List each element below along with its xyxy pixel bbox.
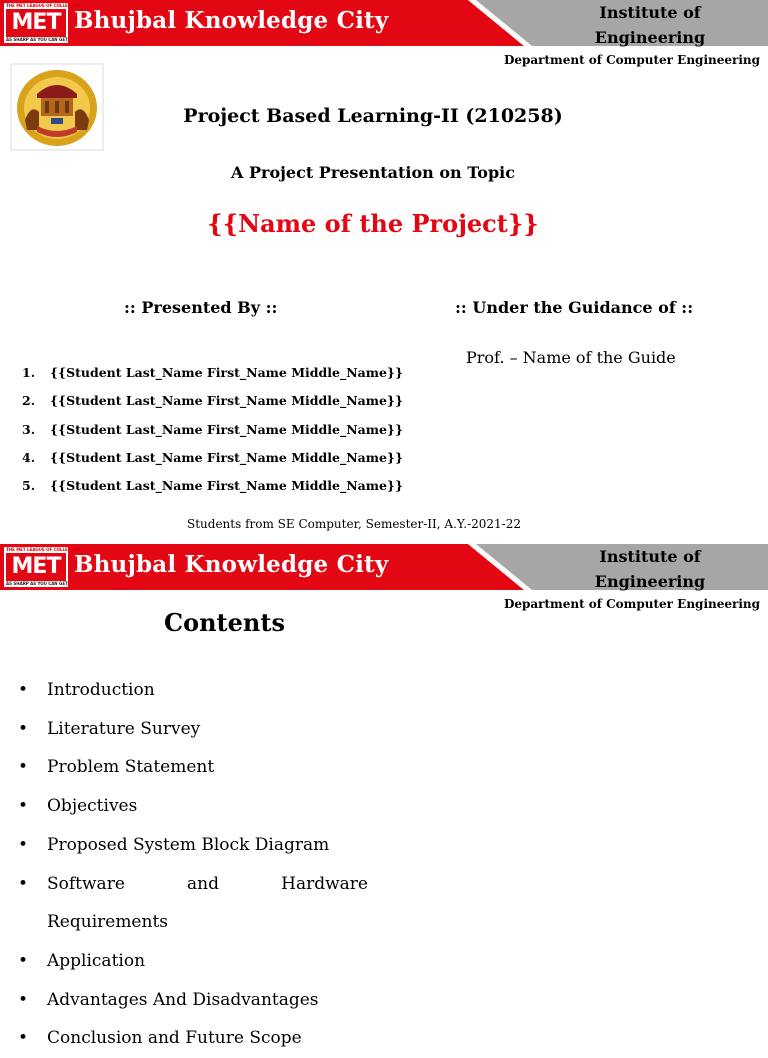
student-name: {{Student Last_Name First_Name Middle_Name}} bbox=[50, 421, 404, 437]
bullet-icon: • bbox=[18, 950, 29, 971]
institute-line-2: Engineering bbox=[594, 572, 706, 591]
met-logo bbox=[4, 547, 77, 587]
bullet-icon: • bbox=[18, 680, 29, 700]
contents-item bbox=[18, 942, 368, 981]
bullet-icon: • bbox=[18, 1028, 29, 1049]
student-name: {{Student Last_Name First_Name Middle_Name}} bbox=[50, 478, 404, 494]
student-item bbox=[22, 450, 403, 478]
brand-name: Bhujbal Knowledge City bbox=[74, 7, 389, 34]
contents-item-text: Advantages And Disadvantages bbox=[47, 989, 319, 1010]
contents-word: and bbox=[187, 873, 219, 894]
institute-line-1: Institute of bbox=[599, 547, 701, 566]
bullet-icon: • bbox=[18, 989, 29, 1010]
contents-item bbox=[18, 710, 368, 749]
course-title: Project Based Learning-II (210258) bbox=[183, 105, 563, 127]
student-number: 3. bbox=[22, 421, 36, 437]
student-number: 5. bbox=[22, 478, 36, 494]
contents-item-text: Proposed System Block Diagram bbox=[47, 834, 330, 855]
institute-name bbox=[560, 544, 740, 594]
institute-name bbox=[560, 0, 740, 50]
slide-header bbox=[0, 544, 768, 590]
logo-top-text: THE MET LEAGUE OF COLLEGES bbox=[6, 547, 77, 552]
contents-item bbox=[18, 981, 368, 1020]
project-name: {{Name of the Project}} bbox=[207, 209, 539, 238]
contents-item bbox=[18, 748, 368, 787]
contents-item-continuation bbox=[18, 903, 368, 942]
logo-met-text: MET bbox=[6, 553, 66, 581]
student-item bbox=[22, 478, 403, 506]
student-item bbox=[22, 422, 403, 450]
contents-item bbox=[18, 826, 368, 865]
department-name: Department of Computer Engineering bbox=[503, 53, 760, 67]
student-number: 2. bbox=[22, 393, 36, 409]
student-list bbox=[22, 365, 403, 506]
logo-met-text: MET bbox=[6, 9, 66, 37]
student-name: {{Student Last_Name First_Name Middle_Name}} bbox=[50, 393, 404, 409]
student-number: 1. bbox=[22, 365, 36, 380]
student-item bbox=[22, 393, 403, 421]
contents-word: Software bbox=[47, 873, 125, 894]
contents-item-text: Requirements bbox=[47, 912, 169, 933]
logo-tagline: AS SHARP AS YOU CAN GET bbox=[6, 581, 68, 586]
contents-item bbox=[18, 1019, 368, 1058]
student-footnote: Students from SE Computer, Semester-II, A.Y.-2021-22 bbox=[186, 517, 521, 531]
contents-item-text: Objectives bbox=[47, 796, 138, 817]
department-name: Department of Computer Engineering bbox=[503, 597, 760, 611]
contents-item-text bbox=[47, 865, 368, 904]
bullet-icon: • bbox=[18, 718, 29, 739]
contents-item-text: Conclusion and Future Scope bbox=[47, 1028, 302, 1049]
contents-item-text: Application bbox=[47, 950, 146, 971]
presentation-subtitle: A Project Presentation on Topic bbox=[231, 163, 515, 182]
guide-name: Prof. – Name of the Guide bbox=[466, 348, 676, 367]
student-item bbox=[22, 365, 403, 393]
student-name: {{Student Last_Name First_Name Middle_Name}} bbox=[50, 449, 404, 465]
logo-top-text: THE MET LEAGUE OF COLLEGES bbox=[6, 3, 77, 8]
contents-item-text: Literature Survey bbox=[47, 718, 201, 739]
contents-word: Hardware bbox=[281, 873, 368, 894]
bullet-icon: • bbox=[18, 873, 29, 894]
contents-item-text: Introduction bbox=[47, 680, 155, 700]
bullet-icon: • bbox=[18, 757, 29, 778]
institute-line-2: Engineering bbox=[594, 28, 706, 47]
contents-item bbox=[18, 671, 368, 710]
contents-slide bbox=[0, 544, 768, 1049]
contents-item-text: Problem Statement bbox=[47, 757, 215, 778]
student-number: 4. bbox=[22, 449, 36, 465]
slide-header bbox=[0, 0, 768, 46]
brand-name: Bhujbal Knowledge City bbox=[74, 551, 389, 578]
met-logo bbox=[4, 3, 77, 43]
contents-item bbox=[18, 865, 368, 904]
presented-by-heading: :: Presented By :: bbox=[124, 298, 278, 317]
contents-title: Contents bbox=[164, 608, 285, 637]
guidance-heading: :: Under the Guidance of :: bbox=[455, 298, 694, 317]
logo-tagline: AS SHARP AS YOU CAN GET bbox=[6, 37, 68, 42]
student-name: {{Student Last_Name First_Name Middle_Name}} bbox=[50, 365, 404, 380]
contents-list bbox=[18, 671, 368, 1058]
contents-item bbox=[18, 787, 368, 826]
bullet-icon: • bbox=[18, 796, 29, 817]
institute-line-1: Institute of bbox=[599, 3, 701, 22]
bullet-icon: • bbox=[18, 834, 29, 855]
